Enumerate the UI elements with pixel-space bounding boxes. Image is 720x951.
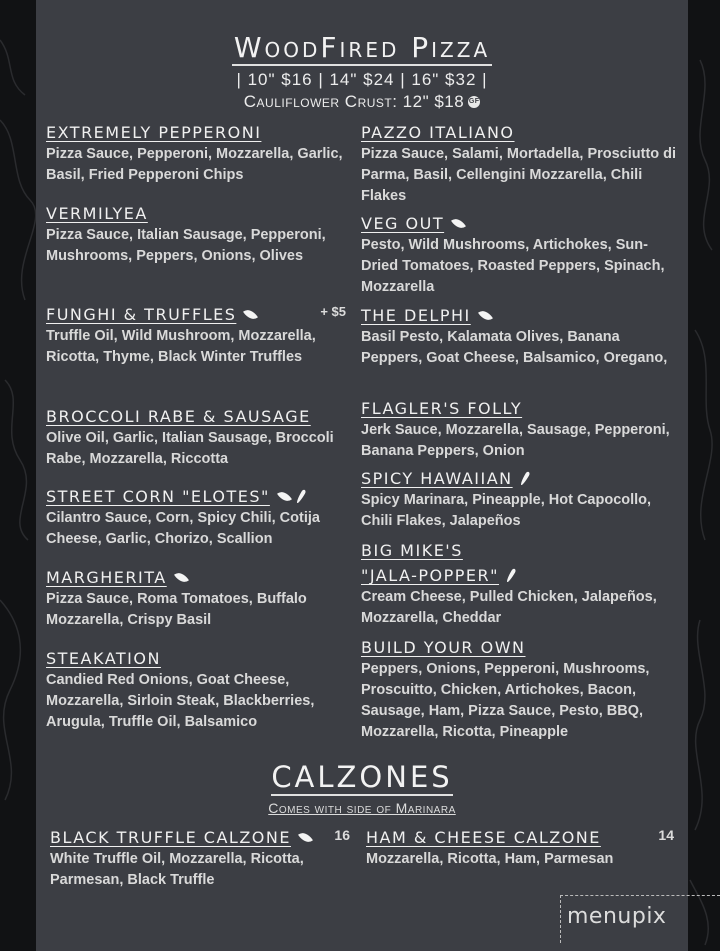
calzones-title: CALZONES (271, 760, 453, 794)
item-name: FLAGLER'S FOLLY (361, 399, 523, 418)
menu-item (46, 304, 346, 368)
item-name: BUILD YOUR OWN (361, 638, 526, 657)
item-name: BLACK TRUFFLE CALZONE (50, 828, 291, 847)
item-description: Spicy Marinara, Pineapple, Hot Capocollo, Chili Flakes, Jalapeños (361, 492, 652, 529)
leaf-icon (243, 307, 258, 323)
calzone-item (366, 827, 674, 870)
size-prices: | 10" $16 | 14" $24 | 16" $32 | (236, 70, 488, 89)
item-name-row (361, 305, 681, 326)
menu-item (46, 648, 346, 733)
item-name: MARGHERITA (46, 568, 167, 587)
menu-item (46, 203, 346, 267)
menu-item (361, 637, 681, 743)
item-description: Pizza Sauce, Roma Tomatoes, Buffalo Mozzarella, Crispy Basil (46, 591, 307, 628)
leaf-icon (298, 830, 313, 846)
item-description: Olive Oil, Garlic, Italian Sausage, Broccoli Rabe, Mozzarella, Riccotta (46, 430, 334, 467)
item-description: Candied Red Onions, Goat Cheese, Mozzarella, Sirloin Steak, Blackberries, Arugula, Truffle Oil, Balsamico (46, 672, 315, 730)
item-description: Cream Cheese, Pulled Chicken, Jalapeños, Mozzarella, Cheddar (361, 589, 657, 626)
item-description: White Truffle Oil, Mozzarella, Ricotta, Parmesan, Black Truffle (50, 851, 304, 888)
leaf-icon (451, 216, 466, 232)
item-name: VEG OUT (361, 214, 445, 233)
menupix-watermark: menupix (560, 895, 720, 943)
menu-title: WoodFired Pizza (233, 31, 491, 64)
item-name: BROCCOLI RABE & SAUSAGE (46, 407, 311, 426)
item-name: BIG MIKE'S (361, 541, 463, 560)
cauliflower-crust-price (36, 92, 688, 112)
menu-header (36, 32, 688, 112)
menu-item (361, 468, 681, 532)
chili-icon (506, 568, 517, 583)
item-name: THE DELPHI (361, 306, 471, 325)
menu-board (36, 0, 688, 951)
menu-item (361, 122, 681, 207)
item-name-row (46, 567, 346, 588)
gluten-free-icon: GF (468, 96, 480, 108)
item-name: STREET CORN "ELOTES" (46, 487, 270, 506)
cauliflower-crust-text: Cauliflower Crust: 12" $18 (243, 92, 465, 111)
item-description: Pizza Sauce, Italian Sausage, Pepperoni, Mushrooms, Peppers, Onions, Olives (46, 227, 326, 264)
item-name-row (46, 304, 346, 325)
chili-icon (295, 489, 306, 504)
item-price: 16 (334, 827, 350, 843)
item-name: HAM & CHEESE CALZONE (366, 828, 601, 847)
item-description: Pesto, Wild Mushrooms, Artichokes, Sun-Dried Tomatoes, Roasted Peppers, Spinach, Mozzarella (361, 237, 665, 295)
upcharge: + $5 (320, 304, 346, 319)
menu-item (46, 122, 346, 186)
item-name-row (46, 486, 346, 507)
item-name: EXTREMELY PEPPERONI (46, 123, 262, 142)
item-description: Pizza Sauce, Salami, Mortadella, Prosciutto di Parma, Basil, Cellengini Mozzarella, Chili Flakes (361, 146, 677, 204)
menu-item (46, 406, 346, 470)
item-name: SPICY HAWAIIAN (361, 469, 513, 488)
item-name: VERMILYEA (46, 204, 148, 223)
item-name: PAZZO ITALIANO (361, 123, 515, 142)
calzones-subtitle: Comes with side of Marinara (268, 800, 456, 816)
item-name: FUNGHI & TRUFFLES (46, 305, 237, 324)
item-description: Truffle Oil, Wild Mushroom, Mozzarella, Ricotta, Thyme, Black Winter Truffles (46, 328, 316, 365)
item-name-row (50, 827, 350, 848)
item-name-line2: "JALA-POPPER" (361, 566, 500, 585)
menu-item (361, 305, 681, 369)
menu-item (46, 567, 346, 631)
leaf-icon (174, 570, 189, 586)
item-description: Pizza Sauce, Pepperoni, Mozzarella, Garlic, Basil, Fried Pepperoni Chips (46, 146, 343, 183)
leaf-icon (478, 308, 493, 324)
item-price: 14 (658, 827, 674, 843)
menu-item (361, 540, 681, 629)
menu-item (361, 213, 681, 298)
item-name-row (361, 468, 681, 489)
leaf-icon (277, 489, 292, 505)
item-description: Peppers, Onions, Pepperoni, Mushrooms, Proscuitto, Chicken, Artichokes, Bacon, Sausage, Ham, Pizza Sauce, Pesto, BBQ, Mozzarella, Ricotta, Pineapple (361, 661, 650, 740)
item-description: Jerk Sauce, Mozzarella, Sausage, Pepperoni, Banana Peppers, Onion (361, 422, 670, 459)
calzones-header (36, 760, 688, 816)
menu-item (361, 398, 681, 462)
item-name-row (361, 213, 681, 234)
chili-icon (519, 471, 530, 486)
calzone-item (50, 827, 350, 891)
item-description: Mozzarella, Ricotta, Ham, Parmesan (366, 851, 614, 867)
item-description: Cilantro Sauce, Corn, Spicy Chili, Cotija Cheese, Garlic, Chorizo, Scallion (46, 510, 320, 547)
item-description: Basil Pesto, Kalamata Olives, Banana Peppers, Goat Cheese, Balsamico, Oregano, (361, 329, 668, 366)
item-name: STEAKATION (46, 649, 161, 668)
item-name-row (361, 565, 681, 586)
menu-item (46, 486, 346, 550)
